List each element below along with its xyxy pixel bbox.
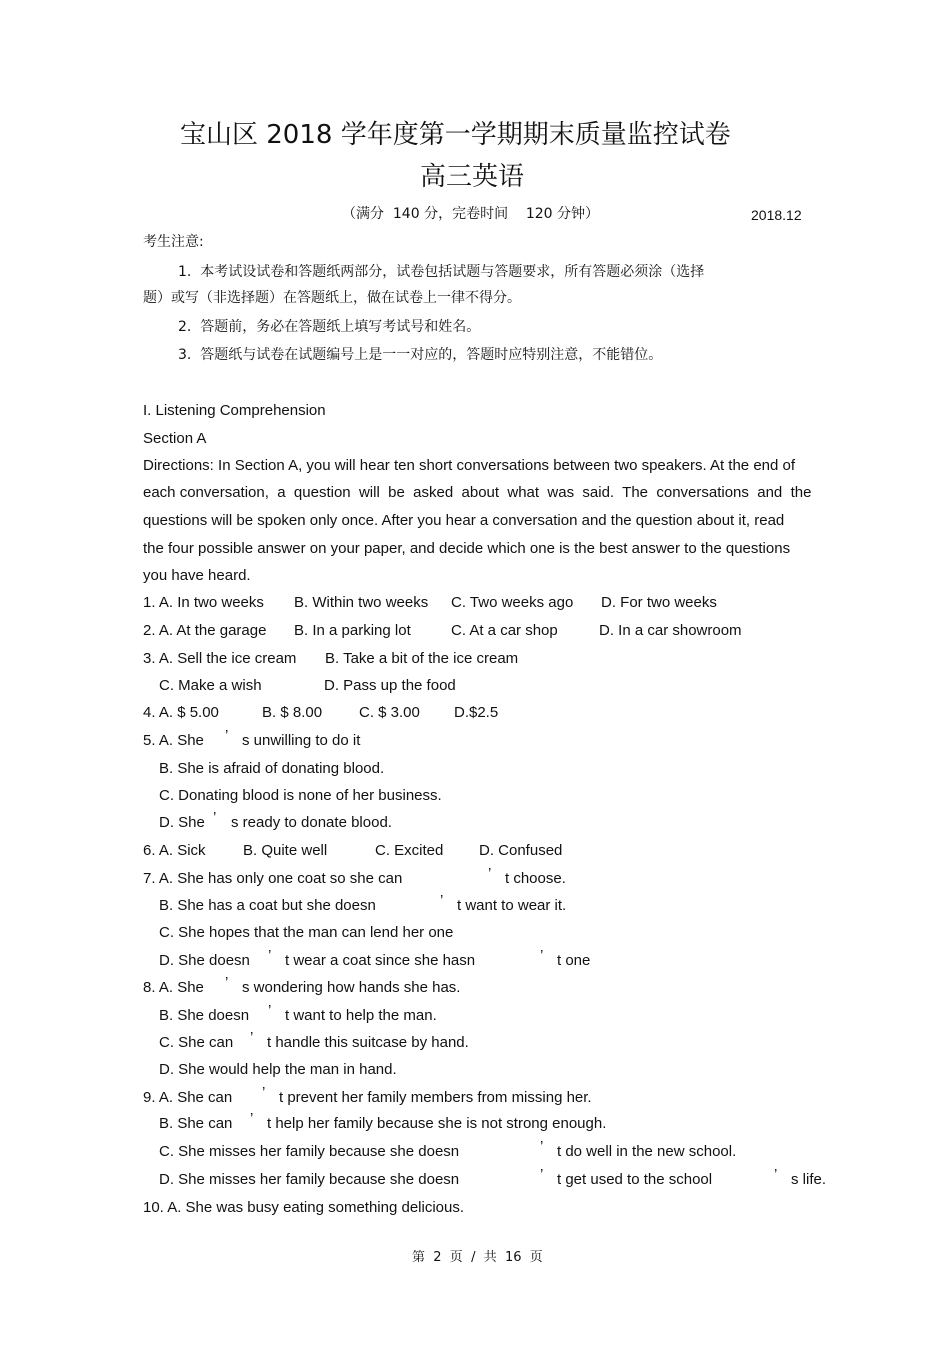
- page-number: 第 2 页 / 共 16 页: [412, 1250, 543, 1265]
- apostrophe: ’: [268, 1002, 272, 1019]
- subject-title: 高三英语: [420, 162, 525, 192]
- directions-line: you have heard.: [143, 567, 251, 584]
- question-8-option-c: C. She can: [159, 1034, 234, 1051]
- apostrophe: ’: [540, 1166, 544, 1183]
- question-5-option-a-cont: s unwilling to do it: [242, 732, 361, 749]
- question-3-option-b: B. Take a bit of the ice cream: [325, 650, 519, 667]
- question-6-option-d: D. Confused: [479, 842, 563, 859]
- question-4-option-c: C. $ 3.00: [359, 704, 420, 721]
- question-2-option-b: B. In a parking lot: [294, 622, 411, 639]
- question-3-option-c: C. Make a wish: [159, 677, 262, 694]
- directions-line: each conversation, a question will be asked about what was said. The conversations and the: [143, 484, 812, 501]
- question-10-option-a: 10. A. She was busy eating something delicious.: [143, 1199, 465, 1216]
- question-9-option-a-cont: t prevent her family members from missing her.: [279, 1089, 592, 1106]
- question-7-option-a: 7. A. She has only one coat so she can: [143, 870, 403, 887]
- apostrophe: ’: [774, 1166, 778, 1183]
- question-8-option-c-cont: t handle this suitcase by hand.: [267, 1034, 469, 1051]
- page-title: 宝山区 2018 学年度第一学期期末质量监控试卷: [180, 120, 731, 150]
- question-9-option-d-cont: t get used to the school: [557, 1171, 713, 1188]
- apostrophe: ’: [262, 1084, 266, 1101]
- question-1-option-a: 1. A. In two weeks: [143, 594, 264, 611]
- question-5-option-a: 5. A. She: [143, 732, 204, 749]
- question-1-option-d: D. For two weeks: [601, 594, 717, 611]
- question-8-option-b: B. She doesn: [159, 1007, 250, 1024]
- question-9-option-a: 9. A. She can: [143, 1089, 233, 1106]
- directions-line: the four possible answer on your paper, and decide which one is the best answer to the questions: [143, 540, 791, 557]
- question-5-option-c: C. Donating blood is none of her business.: [159, 787, 442, 804]
- question-8-option-a-cont: s wondering how hands she has.: [242, 979, 461, 996]
- apostrophe: ’: [540, 1138, 544, 1155]
- question-1-option-b: B. Within two weeks: [294, 594, 429, 611]
- question-5-option-d: D. She: [159, 814, 205, 831]
- question-6-option-b: B. Quite well: [243, 842, 328, 859]
- apostrophe: ’: [440, 892, 444, 909]
- question-2-option-d: D. In a car showroom: [599, 622, 742, 639]
- notice-item-3: 3. 答题纸与试卷在试题编号上是一一对应的，答题时应特别注意，不能错位。: [178, 347, 663, 363]
- notice-heading: 考生注意:: [143, 234, 204, 250]
- question-8-option-a: 8. A. She: [143, 979, 204, 996]
- question-2-option-c: C. At a car shop: [451, 622, 558, 639]
- section-heading: Section A: [143, 430, 207, 447]
- apostrophe: ’: [225, 974, 229, 991]
- question-7-option-a-cont: t choose.: [505, 870, 566, 887]
- question-1-option-c: C. Two weeks ago: [451, 594, 574, 611]
- question-9-option-c: C. She misses her family because she doesn: [159, 1143, 460, 1160]
- question-9-option-d: D. She misses her family because she doesn: [159, 1171, 460, 1188]
- question-6-option-a: 6. A. Sick: [143, 842, 206, 859]
- exam-date: 2018.12: [751, 207, 802, 223]
- question-5-option-d-cont: s ready to donate blood.: [231, 814, 392, 831]
- question-7-option-c: C. She hopes that the man can lend her one: [159, 924, 454, 941]
- apostrophe: ’: [225, 727, 229, 744]
- notice-item-1-line-1: 1. 本考试设试卷和答题纸两部分，试卷包括试题与答题要求，所有答题必须涂（选择: [178, 264, 705, 280]
- directions-line: Directions: In Section A, you will hear ten short conversations between two speakers. At the end of: [143, 457, 796, 474]
- question-7-option-b: B. She has a coat but she doesn: [159, 897, 376, 914]
- question-9-option-c-cont: t do well in the new school.: [557, 1143, 737, 1160]
- question-7-option-b-cont: t want to wear it.: [457, 897, 567, 914]
- apostrophe: ’: [213, 809, 217, 826]
- question-7-option-d-cont: t wear a coat since she hasn: [285, 952, 476, 969]
- question-3-option-d: D. Pass up the food: [324, 677, 456, 694]
- question-8-option-d: D. She would help the man in hand.: [159, 1061, 397, 1078]
- question-4-option-a: 4. A. $ 5.00: [143, 704, 219, 721]
- question-7-option-d-end: t one: [557, 952, 591, 969]
- question-4-option-b: B. $ 8.00: [262, 704, 323, 721]
- exam-info: （满分 140 分，完卷时间 120 分钟）: [342, 206, 600, 222]
- apostrophe: ’: [250, 1110, 254, 1127]
- question-2-option-a: 2. A. At the garage: [143, 622, 267, 639]
- part-heading: I. Listening Comprehension: [143, 402, 326, 419]
- question-5-option-b: B. She is afraid of donating blood.: [159, 760, 385, 777]
- question-8-option-b-cont: t want to help the man.: [285, 1007, 437, 1024]
- question-9-option-b: B. She can: [159, 1115, 233, 1132]
- apostrophe: ’: [268, 947, 272, 964]
- apostrophe: ’: [540, 947, 544, 964]
- question-6-option-c: C. Excited: [375, 842, 444, 859]
- question-4-option-d: D.$2.5: [454, 704, 499, 721]
- notice-item-2: 2. 答题前，务必在答题纸上填写考试号和姓名。: [178, 319, 481, 335]
- apostrophe: ’: [250, 1029, 254, 1046]
- notice-item-1-line-2: 题）或写（非选择题）在答题纸上，做在试卷上一律不得分。: [143, 290, 521, 306]
- directions-line: questions will be spoken only once. After you hear a conversation and the question about it, read: [143, 512, 785, 529]
- apostrophe: ’: [488, 865, 492, 882]
- question-3-option-a: 3. A. Sell the ice cream: [143, 650, 297, 667]
- question-9-option-d-end: s life.: [791, 1171, 827, 1188]
- question-7-option-d: D. She doesn: [159, 952, 250, 969]
- question-9-option-b-cont: t help her family because she is not strong enough.: [267, 1115, 607, 1132]
